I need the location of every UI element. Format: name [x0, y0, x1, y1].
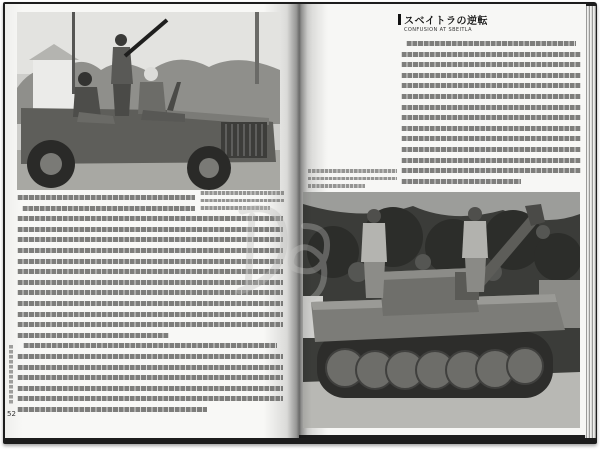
- text-line: [17, 259, 283, 264]
- right-photo-caption: [307, 169, 397, 193]
- text-line: [17, 375, 283, 380]
- grille-slats: [226, 124, 262, 156]
- tiger-tank-photo: [303, 192, 580, 428]
- tree-trunk: [255, 12, 259, 84]
- text-line: [401, 168, 581, 173]
- jeep-soldiers-photo: [17, 12, 280, 190]
- text-line: [401, 147, 581, 152]
- text-line: [401, 73, 581, 78]
- text-line: [401, 62, 581, 67]
- text-line: [17, 269, 283, 274]
- left-page: [5, 4, 299, 438]
- heading-accent-bar: [398, 14, 401, 25]
- page-edges: [585, 6, 596, 438]
- text-line: [401, 52, 581, 57]
- text-line: [17, 280, 283, 285]
- text-line: [401, 94, 581, 99]
- right-body-text: [401, 41, 581, 191]
- text-line: [17, 195, 195, 200]
- text-line: [307, 177, 397, 181]
- left-body-text: [17, 195, 283, 420]
- section-subheading: CONFUSION AT SBEITLA: [404, 27, 472, 33]
- text-line: [401, 136, 581, 141]
- text-line: [17, 237, 283, 242]
- text-line: [17, 301, 283, 306]
- text-line: [22, 206, 195, 211]
- text-line: [307, 184, 365, 188]
- text-line: [307, 169, 397, 173]
- text-line: [17, 354, 283, 359]
- text-line: [17, 248, 283, 253]
- text-line: [17, 312, 283, 317]
- text-line: [406, 41, 576, 46]
- text-line: [17, 396, 283, 401]
- text-line: [17, 227, 283, 232]
- text-line: [401, 126, 581, 131]
- text-line: [17, 333, 169, 338]
- section-heading: スベイトラの逆転: [404, 16, 488, 27]
- text-line: [401, 83, 581, 88]
- text-line: [401, 158, 581, 163]
- page-number: 52: [7, 410, 16, 418]
- text-line: [200, 191, 284, 195]
- radio-antenna: [72, 12, 75, 94]
- text-line: [401, 105, 581, 110]
- text-line: [17, 216, 283, 221]
- text-line: [17, 290, 283, 295]
- right-page: [299, 4, 586, 435]
- text-line: [23, 343, 277, 348]
- text-line: [17, 365, 283, 370]
- text-line: [401, 115, 581, 120]
- house-wall: [33, 58, 75, 114]
- text-line: [401, 179, 521, 184]
- text-line: [17, 322, 283, 327]
- text-line: [17, 407, 207, 412]
- folio-vertical-label: [9, 345, 13, 405]
- text-line: [17, 386, 283, 391]
